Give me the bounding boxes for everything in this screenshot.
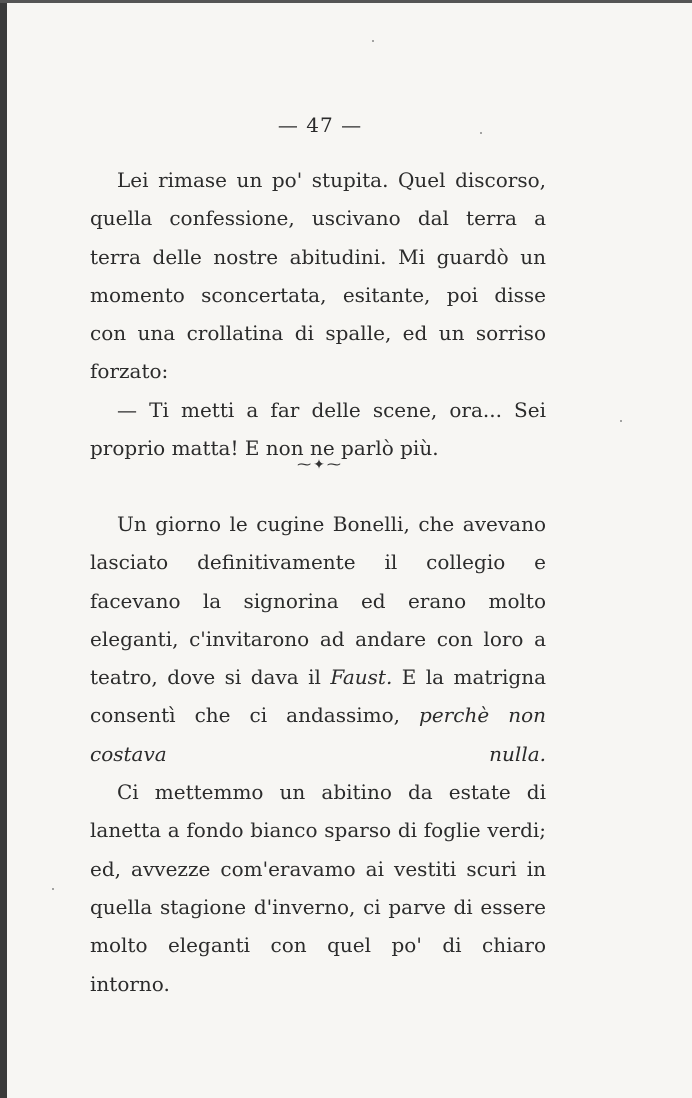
paragraph-3-text-b: E la matrigna consentì che ci andassimo, — [90, 665, 547, 728]
page-number: — 47 — — [277, 113, 363, 137]
paragraph-3 — [90, 505, 546, 773]
emphasis-phrase: perchè non costava nulla. — [90, 703, 547, 766]
page-binding-edge — [0, 0, 7, 1098]
paragraph-3-text-a: Un giorno le cugine Bonelli, che avevano lasciato definitivamente il collegio e facevano la signorina ed erano molto eleganti, c'invitarono ad andare con loro a teatro, dove si dava il — [90, 512, 546, 690]
paper-speck — [620, 420, 622, 422]
paper-speck — [480, 132, 482, 134]
opera-title: Faust. — [330, 665, 393, 690]
paper-speck — [372, 40, 374, 42]
text-section-2 — [90, 505, 546, 1003]
paragraph-4: Ci mettemmo un abitino da estate di lanetta a fondo bianco sparso di foglie verdi; ed, avvezze com'eravamo ai vestiti scuri in quella stagione d'inverno, ci parve di essere molto eleganti con quel po' di chiaro intorno. — [90, 780, 546, 996]
text-section-1 — [90, 161, 546, 467]
paragraph-2: — Ti metti a far delle scene, ora... Sei proprio matta! E non ne parlò più. — [90, 397, 546, 461]
page-top-edge — [0, 0, 692, 3]
section-ornament: ⁓✦⁓ — [297, 457, 343, 473]
paragraph-1: Lei rimase un po' stupita. Quel discorso, quella confessione, uscivano dal terra a terra delle nostre abitudini. Mi guardò un momento sconcertata, esitante, poi disse con una crollatina di spalle, ed un sorriso forzato: — [90, 168, 546, 384]
paper-speck — [52, 888, 54, 890]
